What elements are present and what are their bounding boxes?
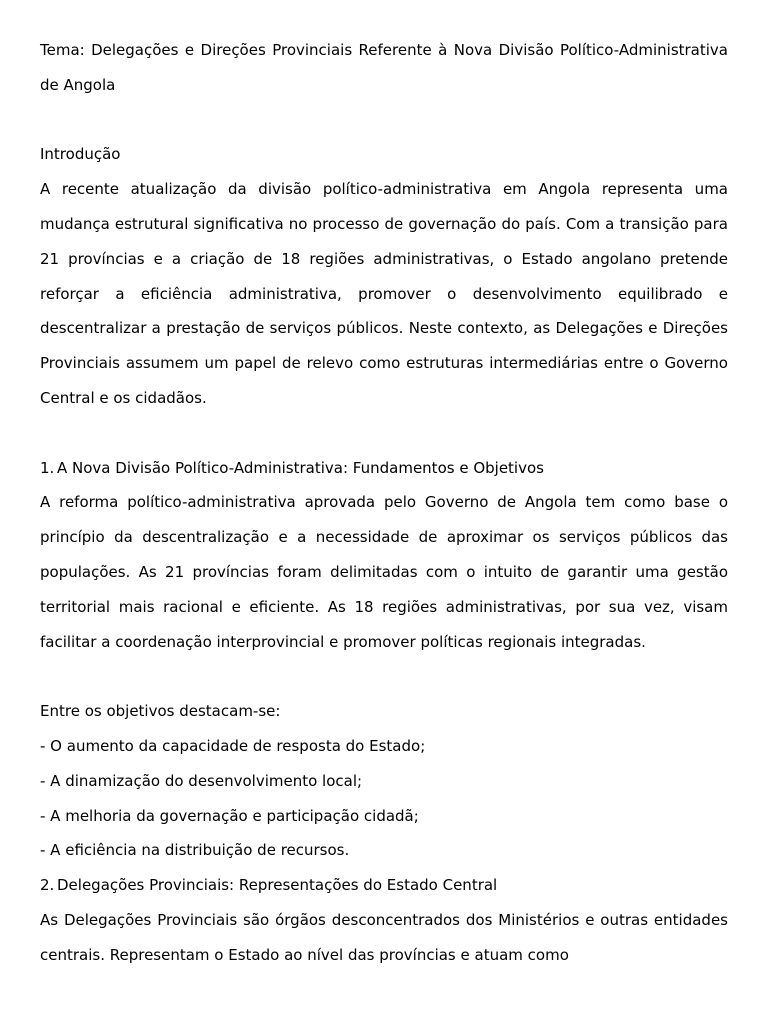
document-title: Tema: Delegações e Direções Provinciais Referente à Nova Divisão Político-Administrativa de Angola <box>40 41 728 94</box>
objective-item: - O aumento da capacidade de resposta do Estado; <box>40 736 426 755</box>
section-2-heading <box>40 868 728 903</box>
document-page <box>40 33 728 973</box>
objectives-intro: Entre os objetivos destacam-se: <box>40 702 281 721</box>
objective-item: - A dinamização do desenvolvimento local; <box>40 771 363 790</box>
section-2-paragraph: As Delegações Provinciais são órgãos desconcentrados dos Ministérios e outras entidades centrais. Representam o Estado ao nível das províncias e atuam como <box>40 910 728 964</box>
section-1-title: A Nova Divisão Político-Administrativa: Fundamentos e Objetivos <box>57 458 544 477</box>
intro-paragraph: A recente atualização da divisão político-administrativa em Angola representa uma mudança estrutural significativa no processo de governação do país. Com a transição para 21 províncias e a criação de 18 regiões administrativas, o Estado angolano pretende reforçar a eficiência administrativa, promover o desenvolvimento equilibrado e descentralizar a prestação de serviços públicos. Neste contexto, as Delegações e Direções Provinciais assumem um papel de relevo como estruturas intermediárias entre o Governo Central e os cidadãos. <box>40 180 728 407</box>
section-2-number: 2. <box>40 876 55 895</box>
intro-heading: Introdução <box>40 145 121 164</box>
section-2-title: Delegações Provinciais: Representações do Estado Central <box>57 876 498 895</box>
objective-item: - A eficiência na distribuição de recursos. <box>40 841 350 860</box>
section-1-number: 1. <box>40 458 55 477</box>
section-1-heading <box>40 451 728 486</box>
section-1-paragraph: A reforma político-administrativa aprovada pelo Governo de Angola tem como base o princípio da descentralização e a necessidade de aproximar os serviços públicos das populações. As 21 províncias foram delimitadas com o intuito de garantir uma gestão territorial mais racional e eficiente. As 18 regiões administrativas, por sua vez, visam facilitar a coordenação interprovincial e promover políticas regionais integradas. <box>40 493 728 651</box>
objective-item: - A melhoria da governação e participação cidadã; <box>40 806 419 825</box>
